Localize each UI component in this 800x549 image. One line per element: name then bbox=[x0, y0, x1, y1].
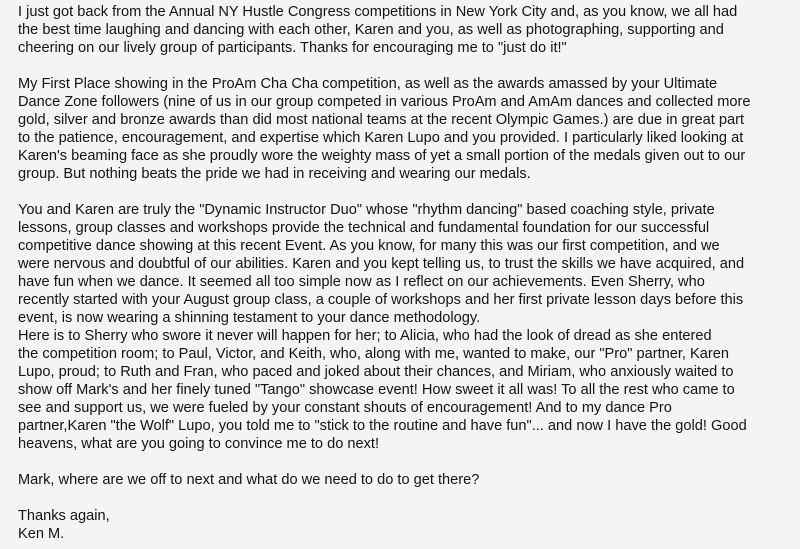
paragraph-gap bbox=[18, 453, 792, 471]
letter-paragraph-3 bbox=[18, 201, 792, 453]
text-line: Mark, where are we off to next and what do we need to do to get there? bbox=[18, 472, 480, 488]
text-line: the competition room; to Paul, Victor, and Keith, who, along with me, wanted to make, our "Pro" partner, Karen bbox=[18, 346, 729, 362]
signature-name: Ken M. bbox=[18, 526, 65, 542]
paragraph-gap bbox=[18, 183, 792, 201]
paragraph-gap bbox=[18, 57, 792, 75]
letter-paragraph-2 bbox=[18, 75, 792, 183]
letter-signoff bbox=[18, 507, 792, 543]
closing-line: Thanks again, bbox=[18, 508, 110, 524]
text-line: to the patience, encouragement, and expertise which Karen Lupo and you provided. I particularly liked looking at bbox=[18, 130, 744, 146]
text-line: My First Place showing in the ProAm Cha Cha competition, as well as the awards amassed by your Ultimate bbox=[18, 76, 718, 92]
text-line: lessons, group classes and workshops provide the technical and fundamental foundation for our successful bbox=[18, 220, 710, 236]
text-line: Karen's beaming face as she proudly wore the weighty mass of yet a small portion of the medals given out to our bbox=[18, 148, 746, 164]
text-line: You and Karen are truly the "Dynamic Instructor Duo" whose "rhythm dancing" based coaching style, private bbox=[18, 202, 715, 218]
text-line: Dance Zone followers (nine of us in our group competed in various ProAm and AmAm dances and collected more bbox=[18, 94, 751, 110]
text-line: Here is to Sherry who swore it never will happen for her; to Alicia, who had the look of dread as she entered bbox=[18, 328, 712, 344]
letter-paragraph-1 bbox=[18, 3, 792, 57]
text-line: heavens, what are you going to convince me to do next! bbox=[18, 436, 380, 452]
text-line: Lupo, proud; to Ruth and Fran, who paced and joked about their chances, and Miriam, who anxiously waited to bbox=[18, 364, 734, 380]
text-line: cheering on our lively group of participants. Thanks for encouraging me to "just do it!" bbox=[18, 40, 567, 56]
paragraph-gap bbox=[18, 489, 792, 507]
text-line: competitive dance showing at this recent Event. As you know, for many this was our first competition, and we bbox=[18, 238, 720, 254]
text-line: gold, silver and bronze awards than did most national teams at the recent Olympic Games.) are due in great part bbox=[18, 112, 745, 128]
text-line: have fun when we dance. It seemed all too simple now as I reflect on our achievements. Even Sherry, who bbox=[18, 274, 705, 290]
text-line: show off Mark's and her finely tuned "Tango" showcase event! How sweet it all was! To all the rest who came to bbox=[18, 382, 735, 398]
text-line: see and support us, we were fueled by your constant shouts of encouragement! And to my dance Pro bbox=[18, 400, 672, 416]
letter-paragraph-4 bbox=[18, 471, 792, 489]
text-line: I just got back from the Annual NY Hustle Congress competitions in New York City and, as you know, we all had bbox=[18, 4, 738, 20]
text-line: recently started with your August group class, a couple of workshops and her first private lesson days before this bbox=[18, 292, 744, 308]
text-line: partner,Karen "the Wolf" Lupo, you told me to "stick to the routine and have fun"... and now I have the gold! Good bbox=[18, 418, 747, 434]
text-line: the best time laughing and dancing with each other, Karen and you, as well as photographing, supporting and bbox=[18, 22, 724, 38]
text-line: were nervous and doubtful of our abilities. Karen and you kept telling us, to trust the skills we have acquired, and bbox=[18, 256, 745, 272]
text-line: group. But nothing beats the pride we had in receiving and wearing our medals. bbox=[18, 166, 531, 182]
text-line: event, is now wearing a shinning testament to your dance methodology. bbox=[18, 310, 481, 326]
